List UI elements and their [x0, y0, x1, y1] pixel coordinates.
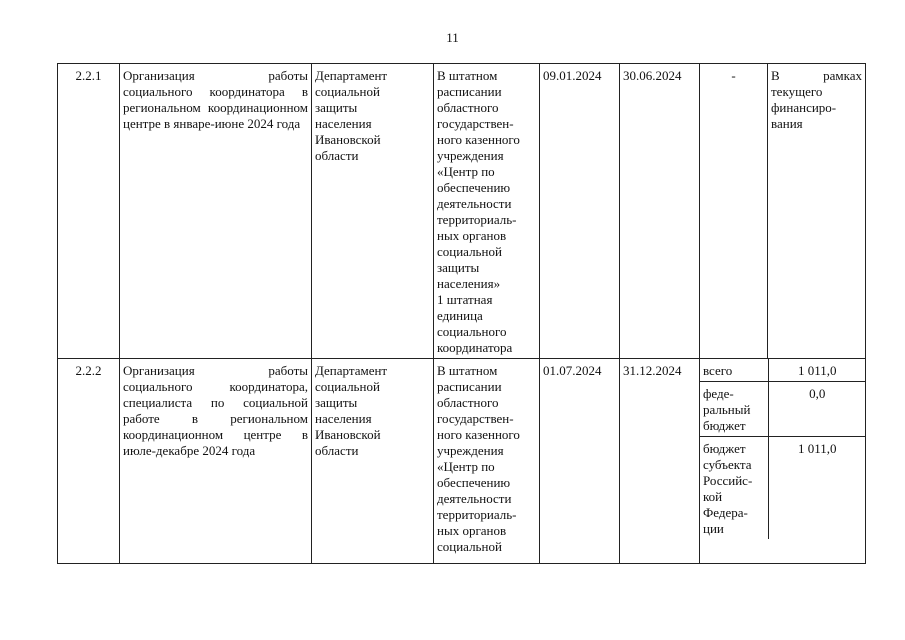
finance-row [700, 359, 866, 382]
finance-label: всего [700, 359, 768, 382]
finance-value: 0,0 [768, 382, 866, 437]
expected-result: В штатном расписании областного государствен- ного казенного учреждения «Центр по обеспечению деятельности территориаль- ных органов социальной [434, 359, 540, 564]
funding-note-word: рамках [823, 68, 862, 83]
page-number: 11 [446, 30, 459, 45]
responsible-executor: Департамент социальной защиты населения Ивановской области [312, 359, 434, 564]
finance-value: 1 011,0 [768, 437, 866, 540]
start-date: 01.07.2024 [540, 359, 620, 564]
measure-title: Организация работы социального координатора в региональном координационном центре в январе-июне 2024 года [120, 64, 312, 359]
expected-result: В штатном расписании областного государствен- ного казенного учреждения «Центр по обеспечению деятельности территориаль- ных органов социальной защиты населения» 1 штатная единица социального координатора [434, 64, 540, 359]
finance-label: бюджет субъекта Российс- кой Федера- ции [700, 437, 768, 540]
row-number: 2.2.2 [58, 359, 120, 564]
funding-note-rest: текущего финансиро- вания [771, 84, 837, 131]
finance-row [700, 382, 866, 437]
end-date: 31.12.2024 [620, 359, 700, 564]
end-date: 30.06.2024 [620, 64, 700, 359]
finance-cell [700, 359, 866, 564]
measure-title: Организация работы социального координатора, специалиста по социальной работе в региональном координационном центре в июле-декабре 2024 года [120, 359, 312, 564]
start-date: 09.01.2024 [540, 64, 620, 359]
funding-note [768, 64, 866, 359]
funding-source: - [700, 64, 768, 359]
measures-table [57, 63, 866, 564]
finance-label: феде- ральный бюджет [700, 382, 768, 437]
table-row [58, 359, 866, 564]
finance-row [700, 437, 866, 540]
funding-note-word: В [771, 68, 780, 83]
row-number: 2.2.1 [58, 64, 120, 359]
table-row [58, 64, 866, 359]
finance-value: 1 011,0 [797, 363, 837, 378]
finance-table [700, 359, 866, 539]
responsible-executor: Департамент социальной защиты населения Ивановской области [312, 64, 434, 359]
